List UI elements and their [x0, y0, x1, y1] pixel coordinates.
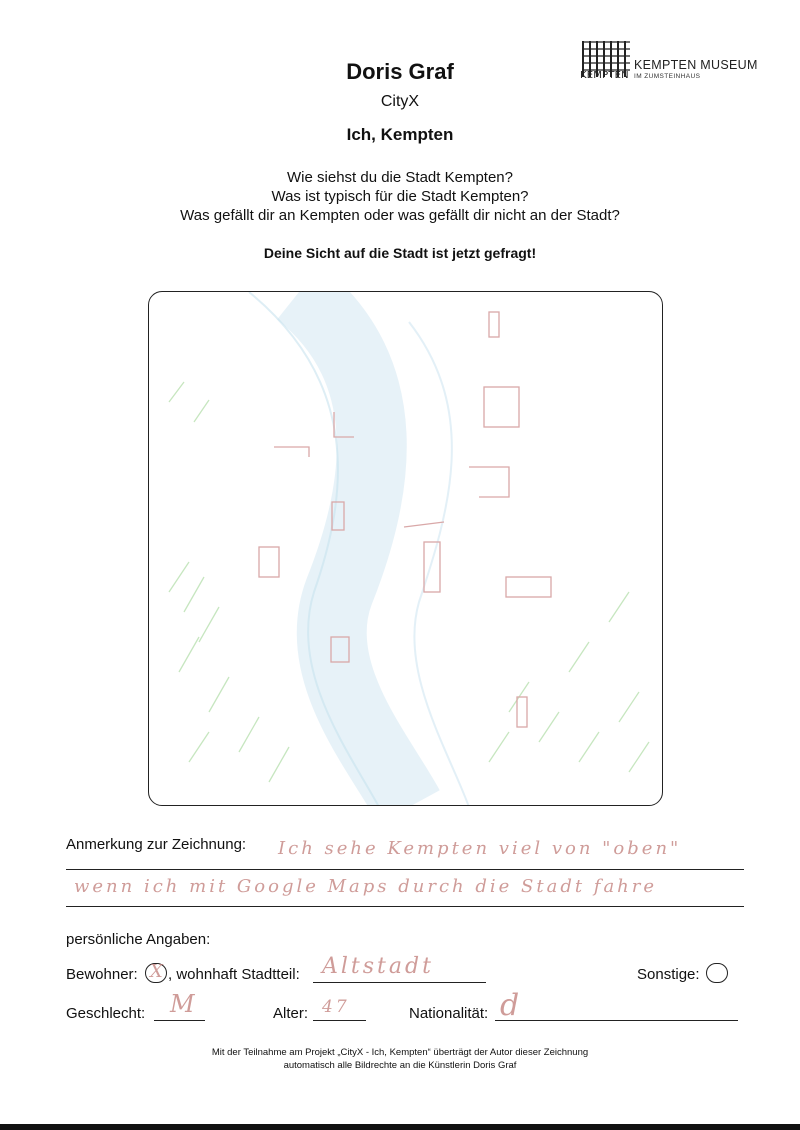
artist-name: Doris Graf	[346, 59, 454, 84]
gender-value[interactable]: M	[170, 990, 198, 1018]
resident-checkbox[interactable]	[145, 963, 167, 983]
nationality-label: Nationalität:	[409, 1005, 489, 1022]
annotation-line-1	[66, 869, 744, 870]
annotation-line-2	[66, 906, 744, 907]
other-checkbox[interactable]	[706, 963, 728, 983]
question-3: Was gefällt dir an Kempten oder was gefällt dir nicht an der Stadt?	[180, 207, 620, 224]
drawing-area	[148, 291, 663, 806]
river-bank-sketch	[409, 322, 469, 806]
gender-line	[154, 1020, 205, 1021]
district-value[interactable]: Altstadt	[322, 954, 434, 979]
footer-legal-line-1: Mit der Teilnahme am Projekt „CityX - Ich, Kempten“ überträgt der Autor dieser Zeichnung	[211, 1047, 589, 1058]
river-sketch	[299, 292, 409, 806]
project-subtitle: Ich, Kempten	[346, 125, 454, 144]
logo-mark-text: KEMPTEN	[580, 70, 629, 80]
gender-label: Geschlecht:	[66, 1005, 146, 1022]
resident-label: Bewohner:	[66, 966, 138, 983]
green-hatching	[169, 382, 649, 782]
logo-title: KEMPTEN MUSEUM	[634, 58, 758, 72]
age-value[interactable]: 47	[322, 997, 350, 1017]
question-2: Was ist typisch für die Stadt Kempten?	[271, 188, 529, 205]
logo-subtitle: IM ZUMSTEINHAUS	[634, 73, 701, 80]
scan-edge	[0, 1124, 800, 1130]
personal-data-label: persönliche Angaben:	[66, 931, 211, 948]
project-name: CityX	[380, 93, 420, 110]
resident-check-mark: X	[150, 961, 163, 982]
annotation-handwriting-1: Ich sehe Kempten viel von "oben"	[278, 838, 682, 859]
age-line	[313, 1020, 366, 1021]
question-1: Wie siehst du die Stadt Kempten?	[287, 169, 513, 186]
annotation-label: Anmerkung zur Zeichnung:	[66, 836, 247, 853]
call-to-action: Deine Sicht auf die Stadt ist jetzt gefragt!	[263, 245, 537, 261]
footer-legal-line-2: automatisch alle Bildrechte an die Künstlerin Doris Graf	[283, 1060, 517, 1071]
district-label: , wohnhaft Stadtteil:	[168, 966, 300, 983]
age-label: Alter:	[273, 1005, 309, 1022]
other-label: Sonstige:	[637, 966, 700, 983]
nationality-line	[495, 1020, 738, 1021]
pencil-sketch	[149, 292, 663, 806]
district-line	[313, 982, 486, 983]
nationality-value[interactable]: d	[500, 988, 523, 1023]
annotation-handwriting-2: wenn ich mit Google Maps durch die Stadt fahre	[74, 876, 658, 897]
